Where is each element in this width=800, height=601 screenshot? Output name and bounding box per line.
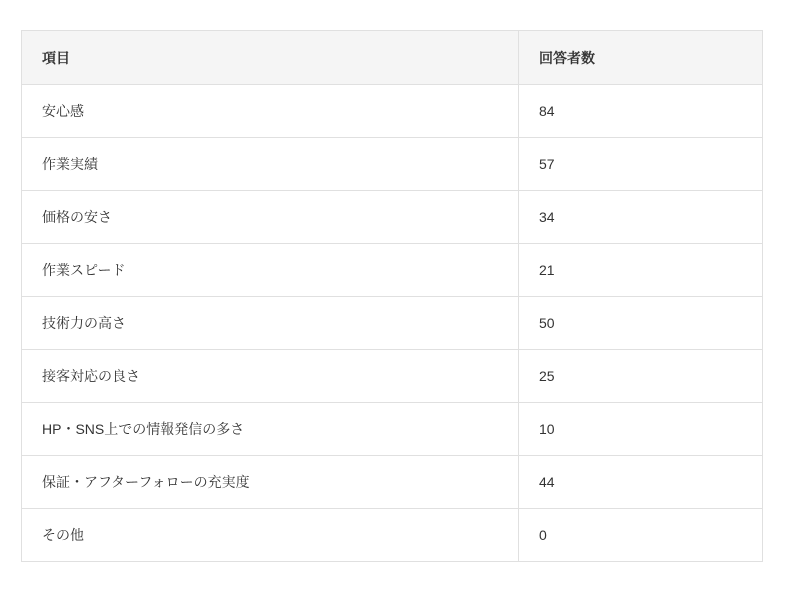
respondent-count-cell: 21 (519, 244, 763, 297)
table-row (22, 138, 763, 191)
item-cell: 作業スピード (22, 244, 519, 297)
table-row (22, 297, 763, 350)
item-cell: その他 (22, 509, 519, 562)
table-row (22, 509, 763, 562)
respondent-count-cell: 84 (519, 85, 763, 138)
table-row (22, 191, 763, 244)
respondent-count-cell: 44 (519, 456, 763, 509)
respondent-count-cell: 25 (519, 350, 763, 403)
item-cell: 技術力の高さ (22, 297, 519, 350)
respondent-count-cell: 50 (519, 297, 763, 350)
table-body (22, 85, 763, 562)
table-row (22, 456, 763, 509)
column-header-item: 項目 (22, 31, 519, 85)
table-row (22, 350, 763, 403)
item-cell: 安心感 (22, 85, 519, 138)
table-row (22, 403, 763, 456)
respondent-count-cell: 0 (519, 509, 763, 562)
table-row (22, 85, 763, 138)
item-cell: 作業実績 (22, 138, 519, 191)
column-header-respondent-count: 回答者数 (519, 31, 763, 85)
item-cell: 価格の安さ (22, 191, 519, 244)
table-header-row (22, 31, 763, 85)
respondent-count-cell: 57 (519, 138, 763, 191)
table-row (22, 244, 763, 297)
respondent-count-cell: 10 (519, 403, 763, 456)
survey-results-table (21, 30, 763, 562)
item-cell: 接客対応の良さ (22, 350, 519, 403)
respondent-count-cell: 34 (519, 191, 763, 244)
item-cell: 保証・アフターフォローの充実度 (22, 456, 519, 509)
item-cell: HP・SNS上での情報発信の多さ (22, 403, 519, 456)
